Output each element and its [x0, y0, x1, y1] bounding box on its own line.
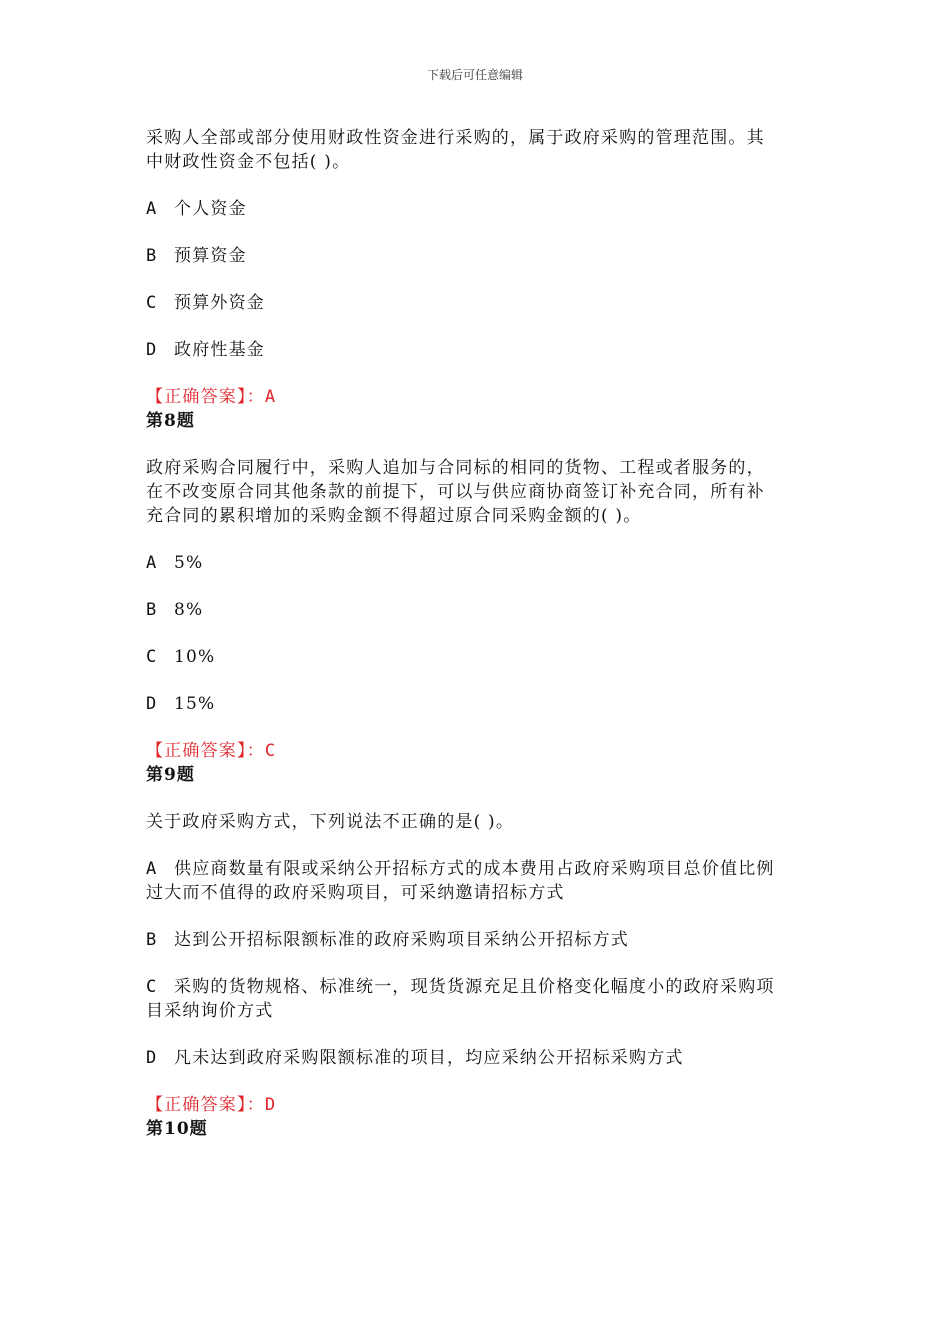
option-b: B 达到公开招标限额标准的政府采购项目采纳公开招标方式 — [146, 930, 629, 950]
question-number: 第10题 — [146, 1119, 208, 1139]
option-a: A 个人资金 — [146, 199, 247, 219]
question-number: 第9题 — [146, 765, 195, 785]
document-body — [146, 126, 816, 1141]
page-header: 下载后可任意编辑 — [426, 68, 523, 82]
question-stem-line: 采购人全部或部分使用财政性资金进行采购的，属于政府采购的管理范围。其 — [146, 128, 765, 148]
question-stem-line: 充合同的累积增加的采购金额不得超过原合同采购金额的( )。 — [146, 506, 642, 526]
question-stem-line: 关于政府采购方式，下列说法不正确的是( )。 — [146, 812, 515, 832]
question-number: 第8题 — [146, 411, 195, 431]
option-d: D 凡未达到政府采购限额标准的项目，均应采纳公开招标采购方式 — [146, 1048, 684, 1068]
option-d: D 政府性基金 — [146, 340, 265, 360]
option-c: C 10% — [146, 647, 216, 667]
correct-answer: 【正确答案】：C — [146, 741, 277, 761]
question-stem-line: 中财政性资金不包括( )。 — [146, 152, 351, 172]
question-stem-line: 政府采购合同履行中，采购人追加与合同标的相同的货物、工程或者服务的， — [146, 458, 765, 478]
option-b: B 预算资金 — [146, 246, 247, 266]
option-c-continued: 目采纳询价方式 — [146, 1001, 274, 1021]
option-a-continued: 过大而不值得的政府采购项目，可采纳邀请招标方式 — [146, 883, 565, 903]
option-a: A 5% — [146, 553, 204, 573]
correct-answer: 【正确答案】：A — [146, 387, 277, 407]
option-c: C 采购的货物规格、标准统一，现货货源充足且价格变化幅度小的政府采购项 — [146, 977, 775, 997]
question-stem-line: 在不改变原合同其他条款的前提下，可以与供应商协商签订补充合同，所有补 — [146, 482, 765, 502]
option-d: D 15% — [146, 694, 216, 714]
correct-answer: 【正确答案】：D — [146, 1095, 277, 1115]
option-c: C 预算外资金 — [146, 293, 265, 313]
option-b: B 8% — [146, 600, 204, 620]
option-a: A 供应商数量有限或采纳公开招标方式的成本费用占政府采购项目总价值比例 — [146, 859, 775, 879]
